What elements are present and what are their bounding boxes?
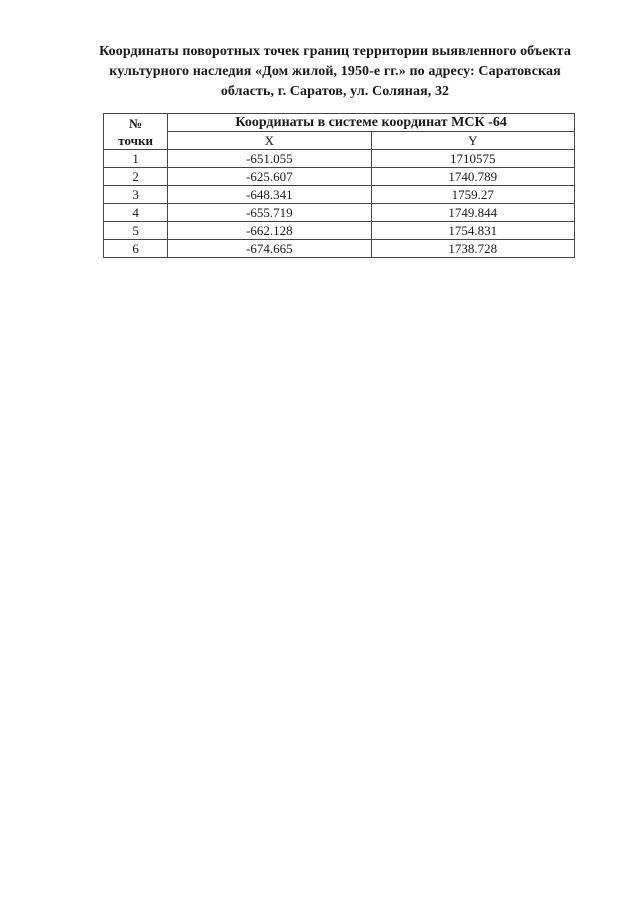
x-cell: -648.341 bbox=[168, 186, 371, 204]
y-cell: 1754.831 bbox=[371, 222, 574, 240]
x-cell: -655.719 bbox=[168, 204, 371, 222]
point-number-cell: 5 bbox=[104, 222, 168, 240]
table-row bbox=[104, 222, 575, 240]
title-line-2: культурного наследия «Дом жилой, 1950-е гг.» по адресу: Саратовская bbox=[109, 64, 561, 79]
point-number-header-line2: точки bbox=[118, 132, 153, 148]
table-row bbox=[104, 186, 575, 204]
x-cell: -674.665 bbox=[168, 240, 371, 258]
title-line-3: область, г. Саратов, ул. Соляная, 32 bbox=[220, 84, 450, 99]
x-header: X bbox=[168, 132, 371, 150]
coordinates-table bbox=[103, 113, 575, 258]
table-row bbox=[104, 240, 575, 258]
point-number-header bbox=[104, 114, 168, 150]
title-line-1: Координаты поворотных точек границ территории выявленного объекта bbox=[99, 44, 571, 59]
point-number-cell: 4 bbox=[104, 204, 168, 222]
table-axis-row bbox=[104, 132, 575, 150]
table-row bbox=[104, 168, 575, 186]
coordinates-system-header: Координаты в системе координат МСК -64 bbox=[168, 114, 575, 132]
table-header-row bbox=[104, 114, 575, 132]
table-row bbox=[104, 204, 575, 222]
y-cell: 1749.844 bbox=[371, 204, 574, 222]
x-cell: -651.055 bbox=[168, 150, 371, 168]
y-cell: 1710575 bbox=[371, 150, 574, 168]
y-cell: 1759.27 bbox=[371, 186, 574, 204]
document-title bbox=[70, 42, 600, 102]
x-cell: -625.607 bbox=[168, 168, 371, 186]
x-cell: -662.128 bbox=[168, 222, 371, 240]
point-number-header-line1: № bbox=[129, 115, 143, 131]
table-row bbox=[104, 150, 575, 168]
point-number-cell: 1 bbox=[104, 150, 168, 168]
y-cell: 1740.789 bbox=[371, 168, 574, 186]
y-header: Y bbox=[371, 132, 574, 150]
y-cell: 1738.728 bbox=[371, 240, 574, 258]
point-number-cell: 6 bbox=[104, 240, 168, 258]
point-number-cell: 2 bbox=[104, 168, 168, 186]
point-number-cell: 3 bbox=[104, 186, 168, 204]
